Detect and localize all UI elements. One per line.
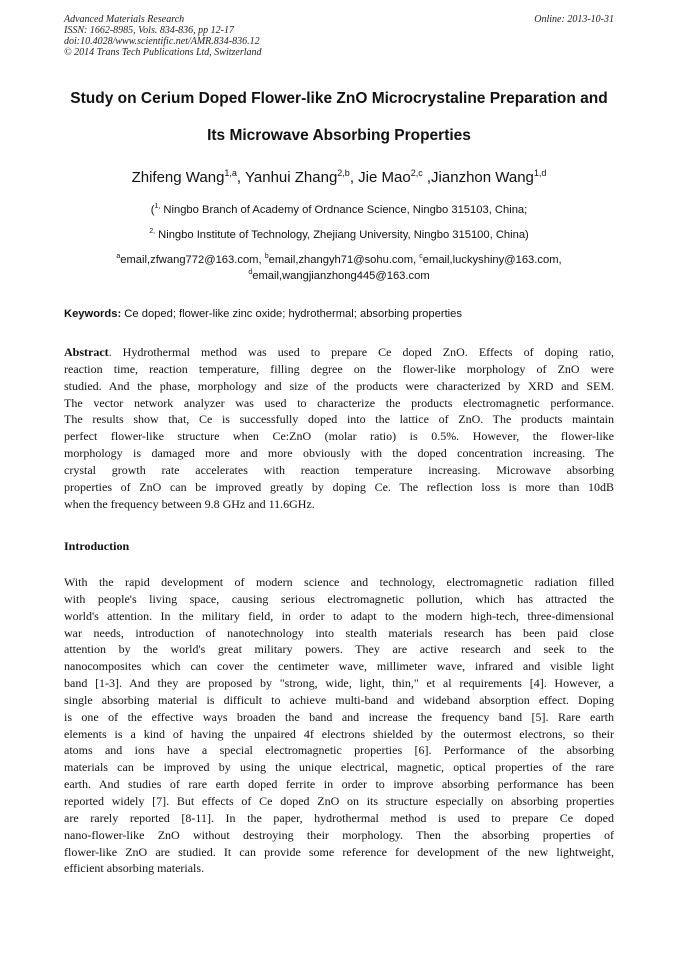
doi-line: doi:10.4028/www.scientific.net/AMR.834-836.12 [64, 36, 260, 47]
email-mark: b [264, 253, 269, 260]
author-name: Yanhui Zhang [245, 169, 338, 186]
affiliation-text: Ningbo Institute of Technology, Zhejiang University, Ningbo 315100, China) [155, 229, 529, 241]
abstract-line: The results show that, Ce is successfully doped into the lattice of ZnO. The products maintain [64, 412, 614, 427]
abstract-label: Abstract [64, 345, 109, 359]
paper-title-line-1: Study on Cerium Doped Flower-like ZnO Microcrystaline Preparation and [70, 90, 608, 107]
abstract-line: properties of ZnO can be improved greatly by doping Ce. The reflection loss is more than 10dB [64, 479, 614, 494]
email-address[interactable]: email,luckyshiny@163.com, [422, 254, 562, 266]
abstract-text: . Hydrothermal method was used to prepare Ce doped ZnO. Effects of doping ratio, [108, 345, 614, 359]
email-address[interactable]: email,wangjianzhong445@163.com [252, 270, 430, 282]
intro-line: nanocomposites which can cover the centimeter wave, millimeter wave, infrared and visible light [64, 659, 614, 674]
abstract-line [64, 344, 614, 361]
issn-line: ISSN: 1662-8985, Vols. 834-836, pp 12-17 [64, 25, 234, 36]
introduction-body [64, 574, 614, 877]
keywords-label: Keywords: [64, 308, 122, 320]
abstract-line: when the frequency between 9.8 GHz and 11.6GHz. [64, 496, 315, 511]
abstract-line: studied. And the phase, morphology and size of the products were characterized by XRD and SEM. [64, 378, 614, 393]
author-list [0, 168, 678, 186]
author-affiliation-mark: 2,c [410, 168, 423, 178]
intro-line: atoms and ions have a special electromagnetic properties [6]. Performance of the absorbing [64, 743, 614, 758]
author-separator: , [349, 169, 359, 186]
intro-line: materials can be improved by using the unique electrical, magnetic, optical properties of the rare [64, 760, 614, 775]
keywords-text: Ce doped; flower-like zinc oxide; hydrothermal; absorbing properties [121, 308, 462, 320]
author-name: Jie Mao [358, 169, 411, 186]
intro-line: single absorbing material is difficult to achieve multi-band and wideband absorption effect. Doping [64, 692, 614, 707]
email-address[interactable]: email,zhangyh71@sohu.com, [268, 254, 420, 266]
email-address[interactable]: email,zfwang772@163.com, [120, 254, 265, 266]
intro-line: earth. And studies of rare earth doped ferrite in order to improve absorbing performance has been [64, 777, 614, 792]
intro-line: are rarely reported [8-11]. In the paper, hydrothermal method is used to prepare Ce doped [64, 810, 614, 825]
intro-line: flower-like ZnO are studied. It can provide some reference for development of the new lightweight, [64, 844, 614, 859]
intro-line: attention by the world's great military powers. They are active research and seek to the [64, 642, 614, 657]
journal-name: Advanced Materials Research [64, 14, 185, 25]
author-name: Zhifeng Wang [131, 169, 225, 186]
author-name: Jianzhon Wang [431, 169, 534, 186]
email-mark: a [116, 253, 121, 260]
intro-line: reported widely [7]. But effects of Ce doped ZnO on its structure especially on absorbing properties [64, 793, 614, 808]
journal-header [64, 14, 614, 58]
section-heading-introduction: Introduction [64, 539, 130, 553]
online-date: Online: 2013-10-31 [534, 14, 614, 25]
affiliation-mark: 1, [154, 203, 161, 210]
email-mark: c [419, 253, 423, 260]
email-line-1 [0, 253, 678, 266]
author-affiliation-mark: 2,b [337, 168, 350, 178]
abstract [64, 344, 614, 512]
email-mark: d [248, 269, 253, 276]
abstract-line: perfect flower-like structure when Ce:ZnO (molar ratio) is 0.5%. However, the flower-like [64, 429, 614, 444]
author-affiliation-mark: 1,a [224, 168, 237, 178]
intro-line: efficient absorbing materials. [64, 861, 205, 876]
abstract-line: morphology is damaged more and more obviously with the doped concentration increasing. The [64, 446, 614, 461]
copyright-line: © 2014 Trans Tech Publications Ltd, Switzerland [64, 47, 262, 58]
intro-line: with people's living space, causing serious electromagnetic pollution, which has attracted the [64, 591, 614, 606]
intro-line: nano-flower-like ZnO without destroying their morphology. Then the absorbing properties of [64, 827, 614, 842]
affiliation-1 [0, 203, 678, 216]
intro-line: With the rapid development of modern science and technology, electromagnetic radiation filled [64, 575, 614, 589]
author-separator: , [236, 169, 245, 186]
author-separator: , [422, 169, 432, 186]
abstract-line: The vector network analyzer was used to characterize the products electromagnetic performance. [64, 395, 614, 410]
affiliation-mark: 2, [149, 228, 156, 235]
affiliation-2 [0, 228, 678, 241]
paper-title-line-2: Its Microwave Absorbing Properties [207, 127, 471, 144]
affiliation-text: Ningbo Branch of Academy of Ordnance Science, Ningbo 315103, China; [160, 204, 528, 216]
keywords [64, 308, 624, 320]
intro-line: elements is a kind of having the unpaired 4f electrons shielded by the outermost electrons, so their [64, 726, 614, 741]
author-affiliation-mark: 1,d [533, 168, 547, 178]
intro-line: is one of the effective ways broaden the band and increase the frequency band [5]. Rare earth [64, 709, 614, 724]
abstract-line: crystal growth rate accelerates with reaction temperature increasing. Microwave absorbing [64, 462, 614, 477]
intro-line: war needs, introduction of nanotechnology into stealth materials research has been paid close [64, 625, 614, 640]
email-line-2 [0, 269, 678, 282]
affiliation-open-paren: ( [150, 204, 155, 216]
intro-line: world's attention. In the military field, in order to adapt to the modern high-tech, three-dimensional [64, 608, 614, 623]
intro-line: band [1-3]. And they are proposed by "strong, wide, light, thin," et al requirements [4]. However, a [64, 676, 614, 691]
abstract-line: reaction time, reaction temperature, filling degree on the flower-like morphology of ZnO were [64, 361, 614, 376]
